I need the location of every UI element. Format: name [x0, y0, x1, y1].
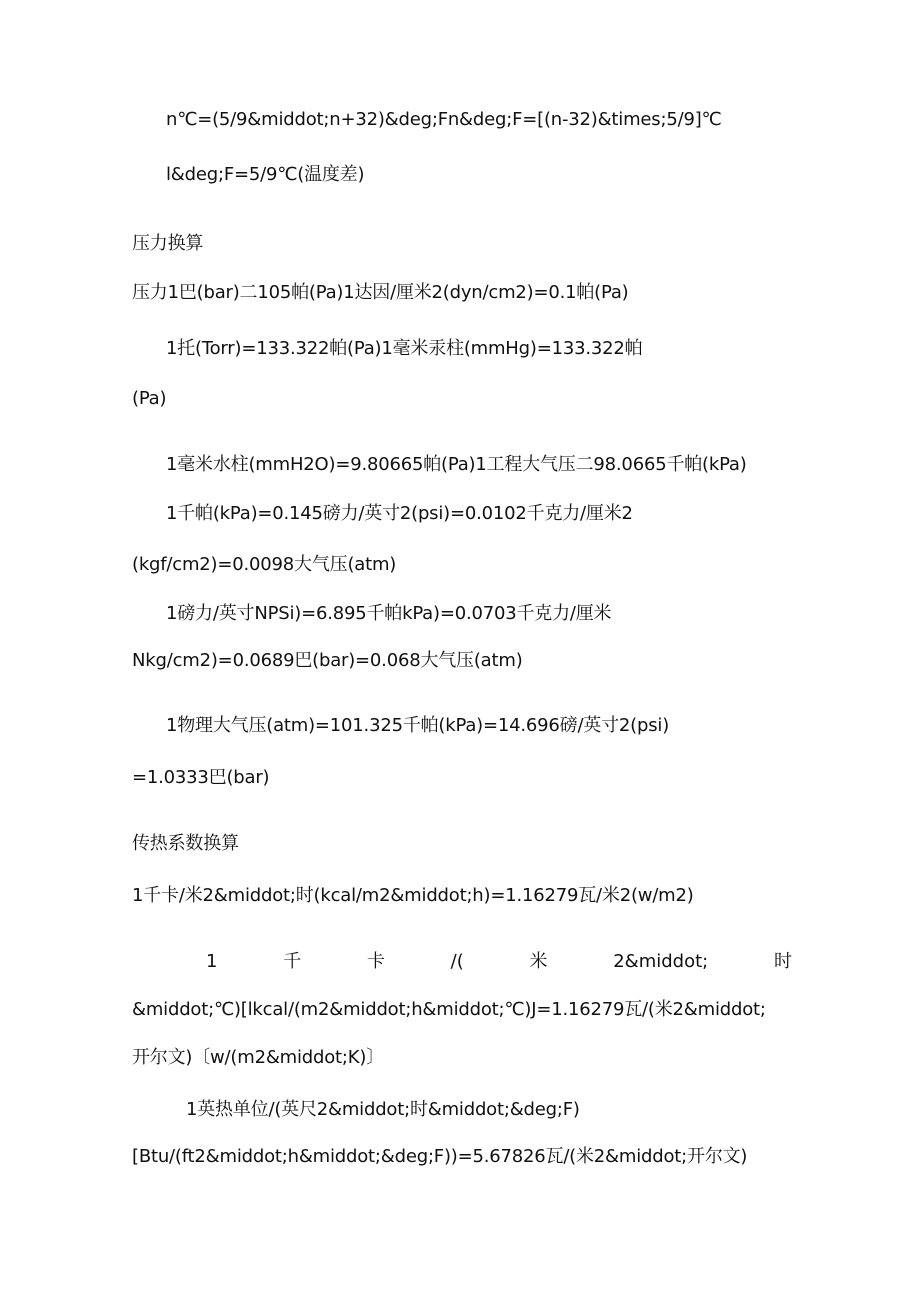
text-line-7: 1千帕(kPa)=0.145磅力/英寸2(psi)=0.0102千克力/厘米2 — [166, 503, 633, 524]
text-line-10: Nkg∕cm2)=0.0689巴(bar)=0.068大气压(atm) — [132, 650, 523, 671]
text-line-13: 1千卡/米2&middot;时(kcal/m2&middot;h)=1.16279瓦/米2(w∕m2) — [132, 885, 694, 906]
section-heading-pressure: 压力换算 — [132, 233, 204, 254]
text-line-11: 1物理大气压(atm)=101.325千帕(kPa)=14.696磅/英寸2(psi) — [166, 715, 670, 736]
justified-token: 千 — [283, 951, 302, 972]
text-line-14: &middot;℃)[lkcal/(m2&middot;h&middot;℃)J=1.16279瓦/(米2&middot; — [132, 999, 766, 1020]
text-line-2: l&deg;F=5/9℃(温度差) — [166, 164, 365, 185]
text-line-5: (Pa) — [132, 388, 167, 409]
text-line-9: 1磅力/英寸NPSi)=6.895千帕kPa)=0.0703千克力/厘米 — [166, 603, 612, 624]
justified-token: 时 — [773, 951, 792, 972]
text-line-3: 压力1巴(bar)二105帕(Pa)1达因/厘米2(dyn∕cm2)=0.1帕(Pa) — [132, 282, 629, 303]
justified-token: 1 — [206, 951, 218, 972]
justified-token: /( — [450, 951, 464, 972]
justified-line — [132, 950, 792, 974]
text-line-17: [Btu/(ft2&middot;h&middot;&deg;F))=5.67826瓦/(米2&middot;开尔文) — [132, 1146, 748, 1167]
text-line-1: n℃=(5/9&middot;n+32)&deg;Fn&deg;F=[(n-32)&times;5/9]℃ — [166, 109, 722, 130]
text-line-16: 1英热单位/(英尺2&middot;时&middot;&deg;F) — [186, 1099, 580, 1120]
justified-token: 卡 — [366, 951, 385, 972]
text-line-8: (kgf∕cm2)=0.0098大气压(atm) — [132, 554, 397, 575]
section-heading-heat-transfer: 传热系数换算 — [132, 833, 239, 854]
text-line-6: 1毫米水柱(mmH2O)=9.80665帕(Pa)1工程大气压二98.0665千帕(kPa) — [166, 454, 747, 475]
justified-token: 米 — [529, 951, 548, 972]
text-line-4: 1托(Torr)=133.322帕(Pa)1毫米汞柱(mmHg)=133.322帕 — [166, 338, 643, 359]
text-line-15: 开尔文)〔w/(m2&middot;K)〕 — [132, 1047, 385, 1068]
text-line-12: =1.0333巴(bar) — [132, 767, 270, 788]
justified-token: 2&middot; — [613, 951, 709, 972]
